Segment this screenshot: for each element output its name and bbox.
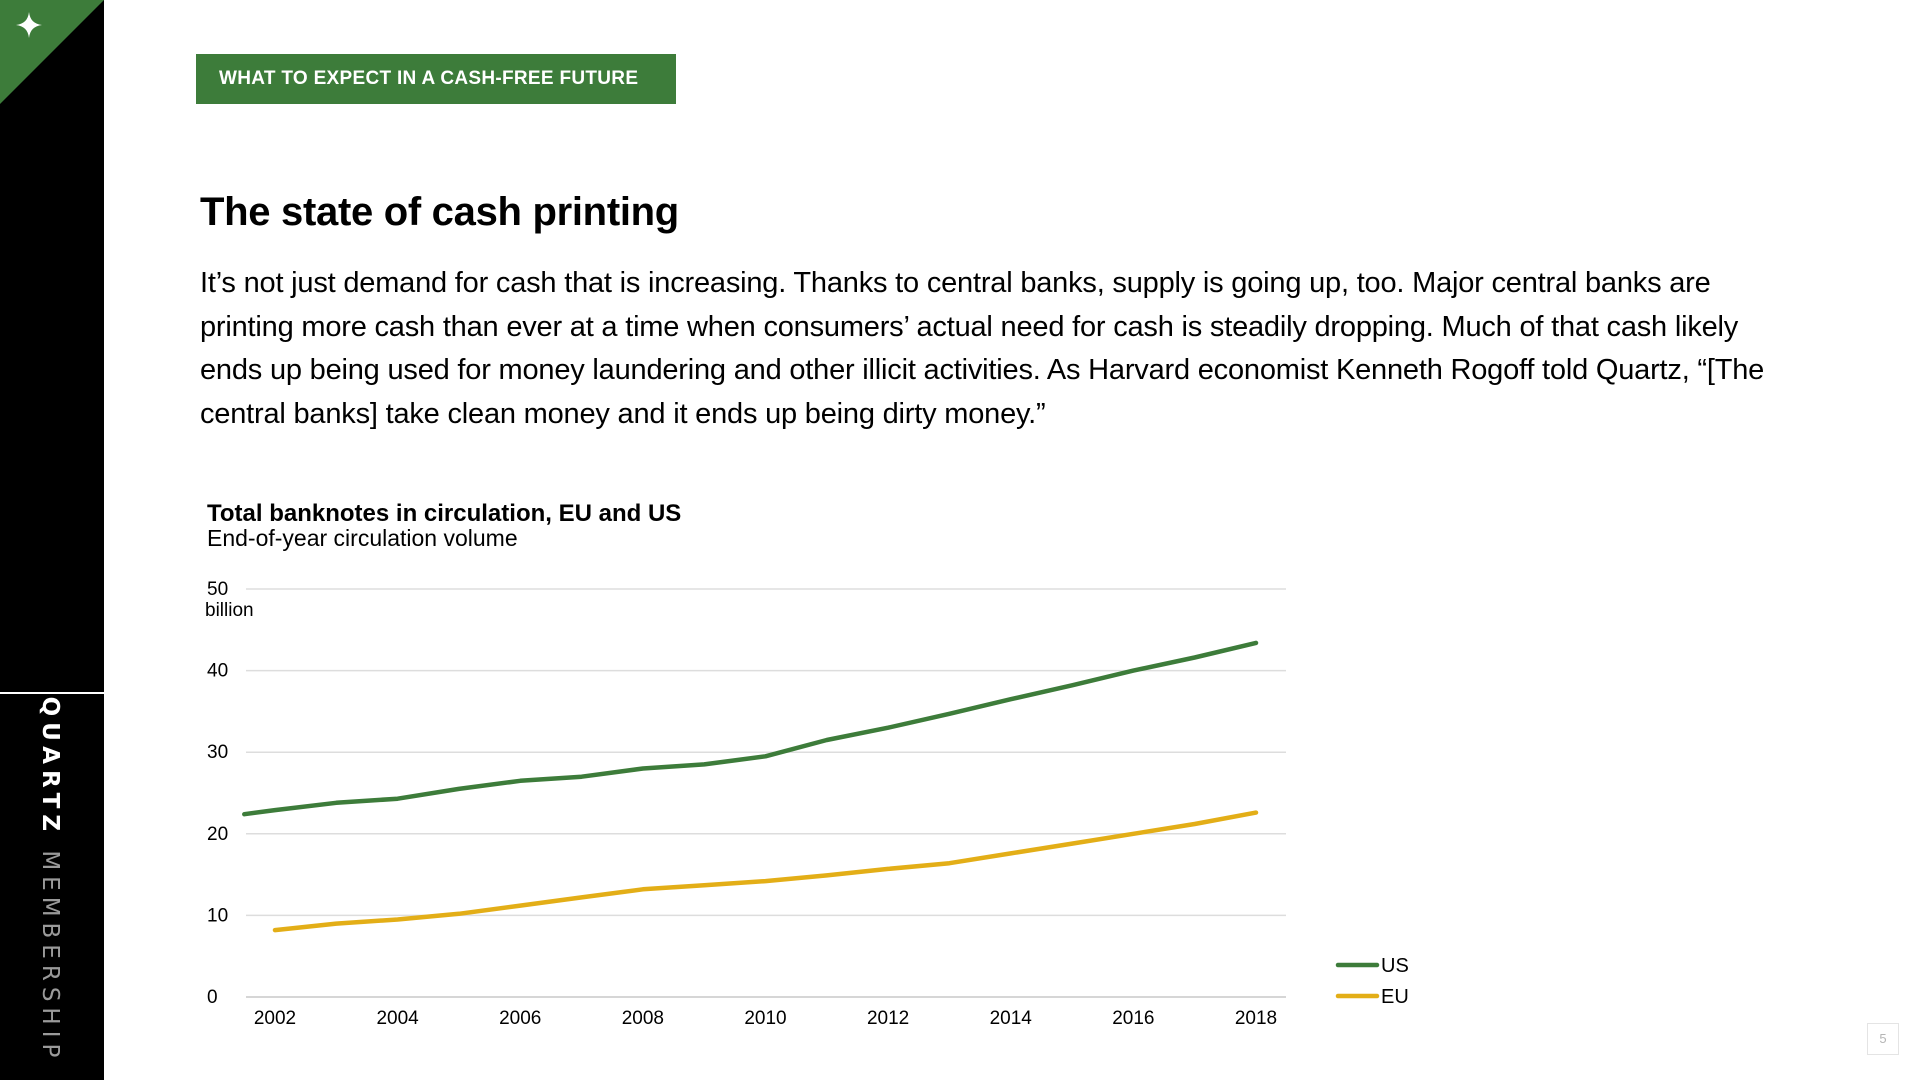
brand-name: QUARTZ [37,696,63,837]
series-line-us [244,643,1256,814]
y-tick-label: 10 [207,905,229,927]
page-number: 5 [1867,1023,1899,1055]
x-tick-label: 2004 [376,1008,419,1029]
chart-subtitle: End-of-year circulation volume [207,525,518,551]
x-tick-label: 2012 [866,1008,910,1029]
y-tick-label: 50 [207,579,229,600]
y-tick-label: 30 [207,742,229,764]
y-tick-label: 0 [207,987,218,1008]
legend-label-us: US [1381,955,1409,977]
body-paragraph: It’s not just demand for cash that is increasing. Thanks to central banks, supply is going up, too. Major central banks are printing more cash than ever at a time when consumers’ actual need for cash is steadily dropping. Much of that cash likely ends up being used for money laundering and other illicit activities. As Harvard economist Kenneth Rogoff told Quartz, “[The central banks] take clean money and it ends up being dirty money.” [200,267,1765,430]
x-tick-label: 2014 [989,1008,1032,1029]
page-title: The state of cash printing [200,190,679,234]
y-unit-label: billion [205,600,254,621]
brand-tagline: MEMBERSHIP [37,850,63,1064]
y-tick-label: 20 [207,823,229,845]
x-tick-label: 2016 [1112,1008,1155,1029]
x-tick-label: 2006 [499,1008,542,1029]
x-tick-label: 2018 [1234,1008,1278,1029]
x-tick-label: 2010 [744,1008,787,1029]
x-tick-label: 2008 [621,1008,665,1029]
series-line-eu [275,813,1256,931]
legend-label-eu: EU [1381,986,1409,1008]
x-tick-label: 2002 [253,1008,297,1029]
y-tick-label: 40 [207,660,229,682]
chart-title: Total banknotes in circulation, EU and US [207,500,682,527]
section-kicker: WHAT TO EXPECT IN A CASH-FREE FUTURE [196,54,676,104]
